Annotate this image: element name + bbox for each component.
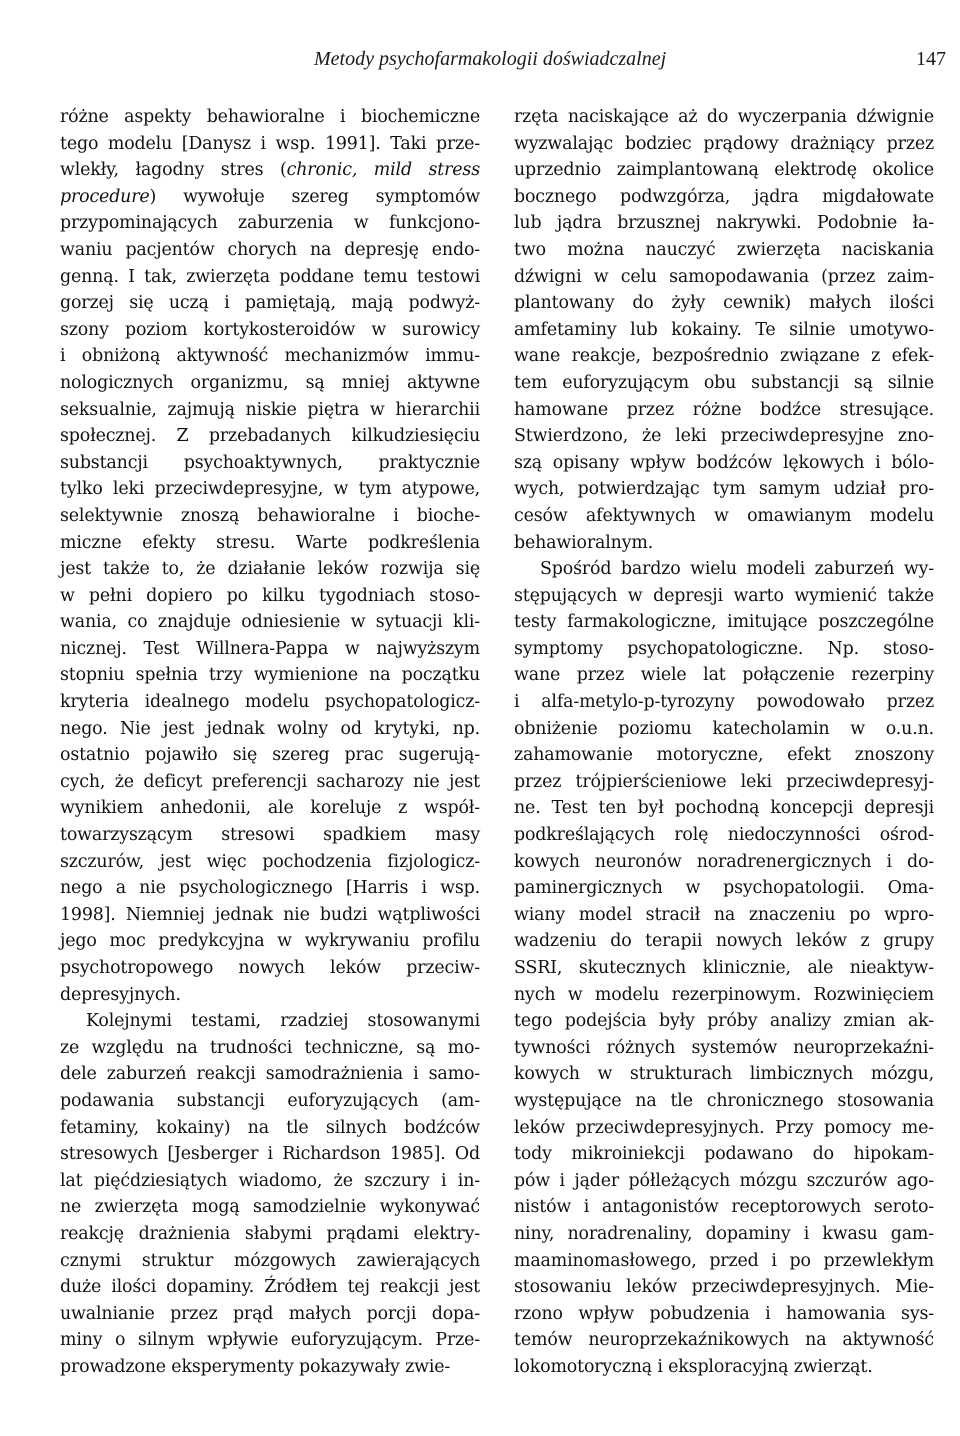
text-line: plantowany do żyły cewnik) małych ilości [514, 293, 934, 314]
text-line: lat pięćdziesiątych wiadomo, że szczury i in- [60, 1170, 480, 1191]
text-line: behawioralnym. [514, 532, 654, 553]
text-line: obniżenie poziomu katecholamin w o.u.n. [514, 718, 934, 739]
text-line: Kolejnymi testami, rzadziej stosowanymi [86, 1011, 480, 1032]
text-line: szą opisany wpływ bodźców lękowych i bólo- [514, 452, 934, 473]
text-line: wiany model stracił na znaczeniu po wpro- [514, 904, 934, 925]
text-line: 1998]. Niemniej jednak nie budzi wątpliwości [60, 904, 480, 925]
text-line: nego a nie psychologicznego [Harris i wsp. [60, 878, 480, 899]
text-line: cesów afektywnych w omawianym modelu [514, 505, 934, 526]
text-line: genną. I tak, zwierzęta poddane temu testowi [60, 266, 480, 287]
text-line: testy farmakologiczne, imitujące poszczególne [514, 612, 934, 633]
text-line: wych, potwierdzając tym samym udział pro- [514, 479, 934, 500]
text-line: występujące na tle chronicznego stosowania [514, 1090, 934, 1111]
text-line: wane przez wiele lat połączenie rezerpiny [514, 665, 934, 686]
text-line: waniu pacjentów chorych na depresję endo- [60, 239, 480, 260]
text-line: przypominających zaburzenia w funkcjono- [60, 213, 480, 234]
text-line: SSRI, skutecznych klinicznie, ale nieaktyw- [514, 958, 934, 978]
text-line: rzęta naciskające aż do wyczerpania dźwignie [514, 107, 934, 127]
text-line: kowych neuronów noradrenergicznych i do- [514, 851, 934, 872]
text-line: cych, że deficyt preferencji sacharozy nie jest [60, 771, 480, 792]
text-line: przez trójpierścieniowe leki przeciwdepresyj- [514, 771, 934, 792]
text-line: prowadzone eksperymenty pokazywały zwie- [60, 1356, 451, 1377]
text-line: procedure) wywołuje szereg symptomów [60, 186, 480, 207]
text-line: wadzeniu do terapii nowych leków z grupy [514, 931, 934, 952]
text-line: reakcję drażnienia słabymi prądami elektry- [60, 1223, 480, 1244]
text-line: towarzyszącym stresowi spadkiem masy [60, 825, 480, 846]
text-line: uprzednio zaimplantowaną elektrodę okolice [514, 160, 934, 181]
text-line: leków przeciwdepresyjnych. Przy pomocy me- [514, 1117, 934, 1138]
text-line: uwalnianie przez prąd małych porcji dopa- [60, 1303, 480, 1324]
text-line: dźwigni w celu samopodawania (przez zaim- [514, 266, 934, 287]
text-line: miczne efekty stresu. Warte podkreślenia [60, 532, 480, 553]
text-line: szczurów, jest więc pochodzenia fizjologicz- [60, 851, 480, 872]
text-line: ne. Test ten był pochodną koncepcji depresji [514, 798, 934, 819]
text-line: depresyjnych. [60, 984, 181, 1005]
text-line: seksualnie, zajmują niskie piętra w hierarchii [60, 399, 480, 420]
text-line: selektywnie znoszą behawioralne i bioche- [60, 505, 480, 526]
text-line: psychotropowego nowych leków przeciw- [60, 958, 480, 978]
text-line: stosowaniu leków przeciwdepresyjnych. Mie- [514, 1277, 934, 1298]
text-line: wania, co znajduje odniesienie w sytuacji kli- [60, 612, 480, 633]
running-title: Metody psychofarmakologii doświadczalnej [314, 48, 667, 70]
text-line: hamowane przez różne bodźce stresujące. [514, 399, 934, 420]
text-line: stępujących w depresji warto wymienić także [514, 585, 934, 606]
text-line: niny, noradrenaliny, dopaminy i kwasu gam- [514, 1223, 934, 1244]
text-line: wlekły, łagodny stres (chronic, mild stress [60, 160, 480, 181]
text-line: temów neuroprzekaźnikowych na aktywność [514, 1330, 934, 1351]
text-line: Spośród bardzo wielu modeli zaburzeń wy- [540, 559, 934, 580]
text-line: kryteria idealnego modelu psychopatologicz- [60, 692, 480, 713]
text-line: amfetaminy lub kokainy. Te silnie umotywo- [514, 319, 934, 340]
text-line: gorzej się uczą i pamiętają, mają podwyż- [60, 293, 480, 314]
text-line: ze względu na trudności techniczne, są mo- [60, 1037, 480, 1058]
text-line: ostatnio pojawiło się szereg prac sugerują- [60, 745, 480, 766]
text-line: społecznej. Z przebadanych kilkudziesięciu [60, 426, 480, 447]
text-line: two można nauczyć zwierzęta naciskania [514, 239, 934, 260]
text-line: i obniżoną aktywność mechanizmów immu- [60, 346, 480, 367]
text-line: tego podejścia były próby analizy zmian ak- [514, 1011, 934, 1032]
text-line: tego modelu [Danysz i wsp. 1991]. Taki prze- [60, 133, 480, 154]
text-line: tody mikroiniekcji podawano do hipokam- [514, 1144, 934, 1165]
text-line: nych w modelu rezerpinowym. Rozwinięciem [514, 984, 934, 1005]
left-column [60, 104, 480, 1381]
text-line: zahamowanie motoryczne, efekt znoszony [514, 745, 934, 766]
text-line: kowych w strukturach limbicznych mózgu, [514, 1064, 934, 1085]
text-line: maaminomasłowego, przed i po przewlekłym [514, 1250, 934, 1271]
text-line: miny o silnym wpływie euforyzującym. Prze- [60, 1330, 480, 1351]
text-line: rzono wpływ pobudzenia i hamowania sys- [514, 1303, 934, 1324]
text-line: bocznego podwzgórza, jądra migdałowate [514, 186, 934, 207]
text-line: symptomy psychopatologiczne. Np. stoso- [514, 638, 934, 659]
text-line: dele zaburzeń reakcji samodrażnienia i samo- [60, 1064, 480, 1085]
page-header [52, 44, 952, 78]
text-line: nego. Nie jest jednak wolny od krytyki, np. [60, 718, 480, 739]
text-line: wane reakcje, bezpośrednio związane z efek- [514, 346, 934, 367]
text-line: tywności różnych systemów neuroprzekaźni- [514, 1037, 934, 1058]
text-line: pów i jąder półleżących mózgu szczurów ago- [514, 1170, 934, 1191]
text-line: szony poziom kortykosteroidów w surowicy [60, 319, 480, 340]
text-line: różne aspekty behawioralne i biochemiczne [60, 107, 480, 127]
text-line: substancji psychoaktywnych, praktycznie [60, 452, 480, 473]
text-line: tem euforyzującym obu substancji są silnie [514, 372, 934, 393]
text-line: nicznej. Test Willnera-Pappa w najwyższym [60, 638, 480, 659]
text-line: lokomotoryczną i eksploracyjną zwierząt. [514, 1356, 873, 1377]
text-line: ne zwierzęta mogą samodzielnie wykonywać [60, 1197, 480, 1218]
text-line: jego moc predykcyjna w wykrywaniu profilu [60, 931, 480, 952]
text-line: stresowych [Jesberger i Richardson 1985]. Od [60, 1144, 480, 1165]
text-line: duże ilości dopaminy. Źródłem tej reakcji jest [60, 1277, 480, 1298]
text-line: jest także to, że działanie leków rozwija się [60, 559, 480, 580]
text-line: Stwierdzono, że leki przeciwdepresyjne zno- [514, 426, 934, 447]
right-column [514, 104, 934, 1381]
text-line: nistów i antagonistów receptorowych seroto- [514, 1197, 934, 1218]
text-line: wyzwalając bodziec prądowy drażniący przez [514, 133, 934, 154]
text-line: w pełni dopiero po kilku tygodniach stoso- [60, 585, 480, 606]
text-line: cznymi struktur mózgowych zawierających [60, 1250, 480, 1271]
text-line: podkreślających rolę niedoczynności ośrod- [514, 825, 934, 846]
page-number: 147 [916, 48, 946, 70]
text-line: lub jądra brzusznej nakrywki. Podobnie ła- [514, 213, 934, 234]
text-line: stopniu spełnia trzy wymienione na początku [60, 665, 480, 686]
text-line: fetaminy, kokainy) na tle silnych bodźców [60, 1117, 480, 1138]
text-line: tylko leki przeciwdepresyjne, w tym atypowe, [60, 479, 480, 500]
text-line: podawania substancji euforyzujących (am- [60, 1090, 480, 1111]
text-line: wynikiem anhedonii, ale koreluje z współ- [60, 798, 480, 819]
text-line: paminergicznych w psychopatologii. Oma- [514, 878, 934, 899]
text-line: nologicznych organizmu, są mniej aktywne [60, 372, 480, 393]
text-line: i alfa-metylo-p-tyrozyny powodowało przez [514, 692, 934, 713]
